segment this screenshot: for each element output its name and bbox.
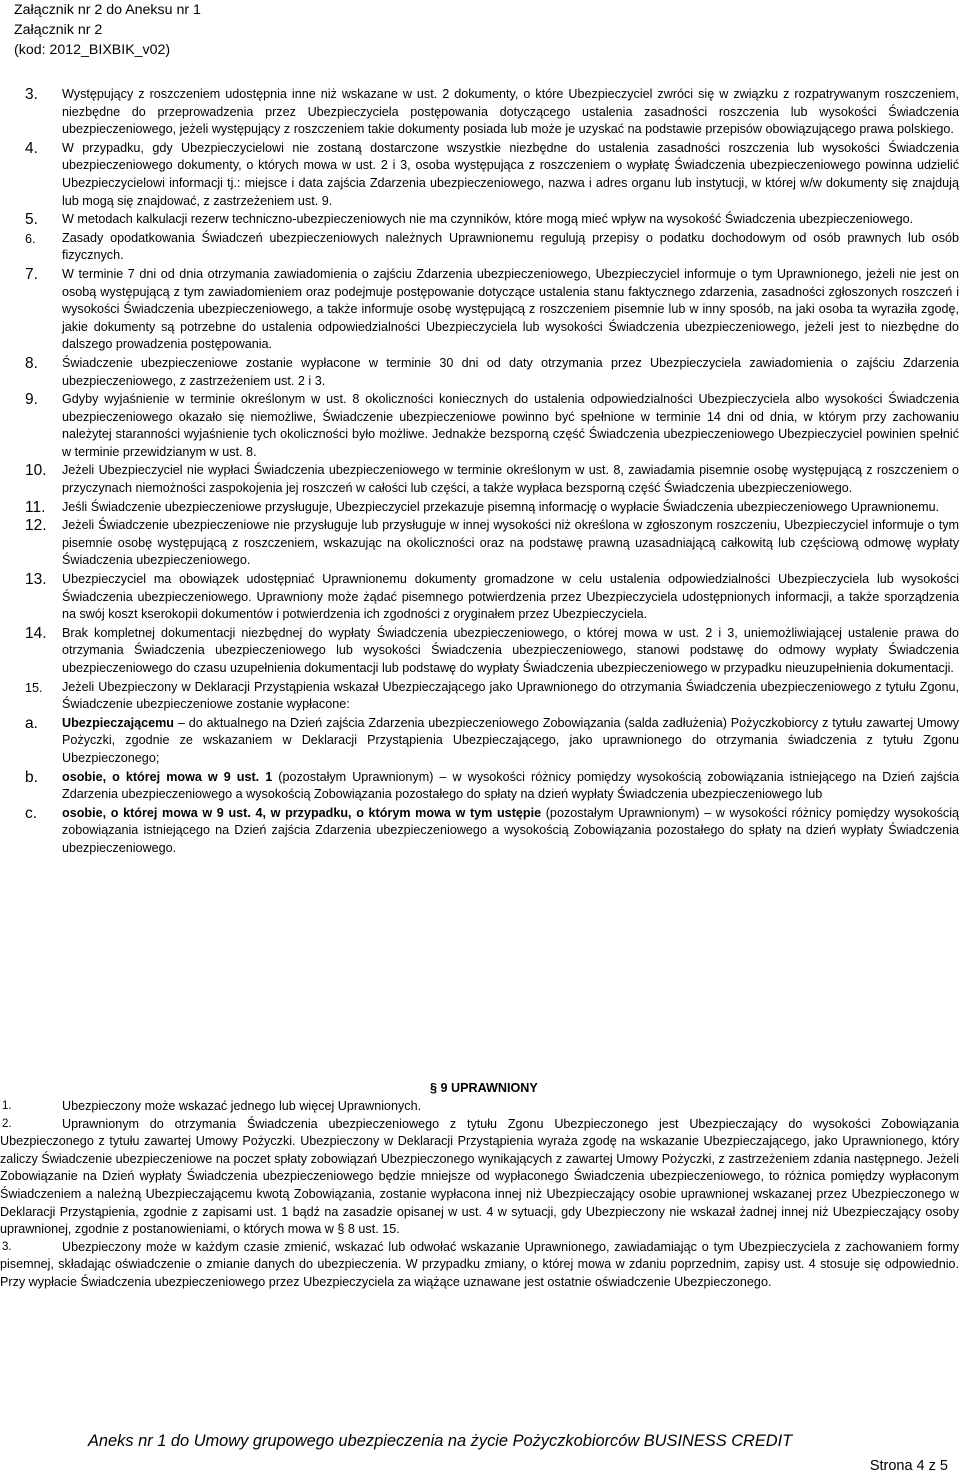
- item-number: 3.: [2, 1240, 12, 1253]
- item-text: W metodach kalkulacji rezerw techniczno-ubezpieczeniowych nie ma czynników, które mogą mieć wpływ na wysokość Świadczenia ubezpieczeniowego.: [62, 212, 914, 227]
- section-8-items: [25, 86, 959, 859]
- list-item: [25, 86, 959, 139]
- list-item: [25, 230, 959, 265]
- item-number: 2.: [2, 1117, 12, 1130]
- list-item: [25, 391, 959, 461]
- header-line-2: Załącznik nr 2: [14, 22, 103, 38]
- item-text: Uprawnionym do otrzymania Świadczenia ubezpieczeniowego z tytułu Zgonu Ubezpieczonego jest Ubezpieczający do wysokości Zobowiązania Ubezpieczonego z tytułu zawartej Umowy Pożyczki. Ubezpieczony w Deklaracji Przystąpienia wyraża zgodę na wskazanie Ubezpieczającego, jako Uprawnionego, który zaliczy Świadczenie ubezpieczeniowe na poczet spłaty zobowiązań Ubezpieczonego wynikających z zawartej Umowy Pożyczki, z zastrzeżeniem zdania następnego. Jeżeli Zobowiązanie na Dzień wypłaty Świadczenia ubezpieczeniowego będzie mniejsze od wypłaconego Świadczenia ubezpieczeniowego, to różnica pomiędzy wypłaconym Świadczeniem a należną Ubezpieczającemu kwotą Zobowiązania, zostanie wypłacona innej niż Ubezpieczający osobie uprawnionej wskazanej przez Ubezpieczonego w Deklaracji Przystąpienia, zgodnie z zapisami ust. 1 bądź na zasadzie opisanej w ust. 4 w sytuacji, gdy Ubezpieczony nie wskazał żadnej innej niż Ubezpieczający osoby uprawnionej, zgodnie z postanowieniami, o których mowa w § 8 ust. 15.: [0, 1116, 959, 1237]
- item-number: 13.: [25, 571, 47, 589]
- item-letter: c.: [25, 804, 38, 822]
- item-text: Występujący z roszczeniem udostępnia inne niż wskazane w ust. 2 dokumenty, o które Ubezpieczyciel zwróci się w związku z rozpatrywanym roszczeniem, niezbędne do przeprowadzenia przez Ubezpieczyciela postępowania dotyczącego ustalenia zasadności roszczenia lub wysokości Świadczenia ubezpieczeniowego, jeżeli występujący z roszczeniem takie dokumenty posiada lub może je uzyskać na podstawie przepisów obowiązującego prawa polskiego.: [62, 87, 959, 137]
- list-item: [0, 1239, 959, 1292]
- item-text: W terminie 7 dni od dnia otrzymania zawiadomienia o zajściu Zdarzenia ubezpieczeniowego, Ubezpieczyciel informuje o tym Uprawnionego, jeżeli nie jest on osobą występującą z tym zawiadomieniem oraz podejmuje postępowanie dotyczące ustalenia stanu faktycznego zdarzenia, zasadności zgłoszonych roszczeń i wysokości Świadczenia ubezpieczeniowego, a także informuje osobę występującą z roszczeniem pisemnie lub w inny sposób, na jaki osoba ta wyraziła zgodę, jakie dokumenty są potrzebne do ustalenia odpowiedzialności Ubezpieczyciela lub wysokości Świadczenia ubezpieczeniowego, jeżeli jest to niezbędne do dalszego prowadzenia postępowania.: [62, 266, 959, 352]
- item-number: 5.: [25, 211, 38, 229]
- item-text: Zasady opodatkowania Świadczeń ubezpieczeniowych należnych Uprawnionemu regulują przepisy o podatku dochodowym od osób prawnych lub osób fizycznych.: [62, 230, 959, 263]
- item-letter: b.: [25, 768, 38, 786]
- item-number: 11.: [25, 498, 46, 516]
- header-line-3: (kod: 2012_BIXBIK_v02): [14, 42, 171, 58]
- item-text: (pozostałym Uprawnionym) – w wysokości różnicy pomiędzy wysokością zobowiązania istniejącego na Dzień zajścia Zdarzenia ubezpieczeniowego a wysokością Zobowiązania pozostałego do spłaty na dzień wypłaty Świadczenia ubezpieczeniowego.: [62, 805, 959, 855]
- item-letter: a.: [25, 714, 38, 732]
- item-text: Jeżeli Ubezpieczony w Deklaracji Przystąpienia wskazał Ubezpieczającego jako Uprawnionego do otrzymania Świadczenia ubezpieczeniowego z tytułu Zgonu, Świadczenie ubezpieczeniowe zostanie wypłacone:: [62, 679, 959, 712]
- document-footer: Aneks nr 1 do Umowy grupowego ubezpieczenia na życie Pożyczkobiorców BUSINESS CREDIT: [88, 1432, 793, 1450]
- sub-item-c: [25, 805, 959, 858]
- document-header: [14, 0, 201, 60]
- item-bold-lead: Ubezpieczającemu: [62, 715, 174, 730]
- item-number: 3.: [25, 86, 38, 103]
- item-number: 8.: [25, 354, 38, 372]
- list-item: [25, 462, 959, 497]
- sub-item-a: [25, 715, 959, 768]
- page-number: Strona 4 z 5: [869, 1458, 948, 1474]
- item-bold-lead: osobie, o której mowa w 9 ust. 4, w przypadku, o którym mowa w tym ustępie: [62, 805, 542, 820]
- list-item: [25, 625, 959, 678]
- section-9-title: § 9 UPRAWNIONY: [430, 1081, 538, 1095]
- item-text: – do aktualnego na Dzień zajścia Zdarzenia ubezpieczeniowego Zobowiązania (salda zadłużenia) Pożyczkobiorcy z tytułu zawartej Umowy Pożyczki, zgodnie ze wskazaniem w Deklaracji Przystąpienia Ubezpieczającego, jako uprawnionego do otrzymania świadczenia z tytułu Zgonu Ubezpieczonego;: [62, 715, 959, 765]
- item-number: 15.: [25, 680, 43, 695]
- list-item: [25, 517, 959, 570]
- list-item: [25, 355, 959, 390]
- item-text: Brak kompletnej dokumentacji niezbędnej do wypłaty Świadczenia ubezpieczeniowego, o której mowa w ust. 2 i 3, uniemożliwiającej ustalenie prawa do otrzymania Świadczenia ubezpieczeniowego lub wysokości Świadczenia ubezpieczeniowego, stanowi podstawę do odmowy wypłaty Świadczenia ubezpieczeniowego do czasu uzupełnienia dokumentacji lub podstawę do wypłaty Świadczenia ubezpieczeniowego w przypadku nieuzupełnienia dokumentacji.: [62, 625, 959, 675]
- item-text: Jeżeli Świadczenie ubezpieczeniowe nie przysługuje lub przysługuje w innej wysokości niż określona w zgłoszonym roszczeniu, Ubezpieczyciel informuje o tym pisemnie osobę występującą z roszczeniem, wskazując na okoliczności oraz na podstawę prawną uzasadniającą całkowitą lub częściową odmowę wypłaty Świadczenia ubezpieczeniowego.: [62, 518, 959, 568]
- item-text: Ubezpieczony może w każdym czasie zmienić, wskazać lub odwołać wskazanie Uprawnionego, zawiadamiając o tym Ubezpieczyciela z zachowaniem formy pisemnej, składając oświadczenie o zmianie danych do ubezpieczenia. W przypadku zmiany, o której mowa w zdaniu poprzednim, zapisy ust. 4 stosuje się odpowiednio. Przy wypłacie Świadczenia ubezpieczeniowego przez Ubezpieczyciela za wiążące uznawane jest ostatnie oświadczenie Ubezpieczonego.: [0, 1239, 959, 1289]
- item-number: 14.: [25, 624, 47, 642]
- item-number: 10.: [25, 462, 47, 480]
- header-line-1: Załącznik nr 2 do Aneksu nr 1: [14, 2, 201, 18]
- item-number: 12.: [25, 517, 47, 535]
- list-item: [25, 499, 959, 517]
- list-item: [25, 266, 959, 354]
- item-text: Ubezpieczony może wskazać jednego lub więcej Uprawnionych.: [62, 1099, 422, 1113]
- item-text: Jeśli Świadczenie ubezpieczeniowe przysługuje, Ubezpieczyciel przekazuje pisemną informację o wypłacie Świadczenia ubezpieczeniowego Uprawnionemu.: [62, 499, 940, 514]
- item-text: Świadczenie ubezpieczeniowe zostanie wypłacone w terminie 30 dni od daty otrzymania przez Ubezpieczyciela zawiadomienia o zajściu Zdarzenia ubezpieczeniowego, z zastrzeżeniem ust. 2 i 3.: [62, 355, 959, 388]
- item-number: 6.: [25, 231, 36, 246]
- item-number: 4.: [25, 139, 38, 157]
- list-item: [25, 211, 959, 229]
- item-text: Gdyby wyjaśnienie w terminie określonym w ust. 8 okoliczności koniecznych do ustalenia odpowiedzialności Ubezpieczyciela albo wysokości Świadczenia ubezpieczeniowego okazało się niemożliwe, Świadczenie ubezpieczeniowe powinno być spełnione w terminie 14 dni od dnia, w którym przy zachowaniu należytej staranności wyjaśnienie tych okoliczności było możliwe. Jednakże bezsporną część Świadczenia ubezpieczeniowego Ubezpieczyciel powinien spełnić w terminie przewidzianym w ust. 8.: [62, 392, 959, 459]
- item-number: 9.: [25, 391, 38, 409]
- list-item: [25, 140, 959, 210]
- item-text: (pozostałym Uprawnionym) – w wysokości różnicy pomiędzy wysokością zobowiązania istniejącego na Dzień zajścia Zdarzenia ubezpieczeniowego a wysokością Zobowiązania pozostałego do spłaty na dzień wypłaty Świadczenia ubezpieczeniowego lub: [62, 769, 959, 802]
- item-number: 1.: [2, 1100, 12, 1112]
- item-text: W przypadku, gdy Ubezpieczycielowi nie zostaną dostarczone wszystkie niezbędne do ustalenia zasadności roszczenia lub wysokości Świadczenia ubezpieczeniowego dokumenty, o których mowa w ust. 2 i 3, osoba występująca z roszczeniem o wypłatę Świadczenia ubezpieczeniowego powinna udzielić Ubezpieczycielowi informacji tj.: miejsce i data zajścia Zdarzenia ubezpieczeniowego, nazwa i adres organu lub instytucji, w której w/w dokumenty się znajdują lub mogą się znajdować, z zastrzeżeniem ust. 9.: [62, 140, 959, 208]
- item-text: Ubezpieczyciel ma obowiązek udostępniać Uprawnionemu dokumenty gromadzone w celu ustalenia odpowiedzialności Ubezpieczyciela lub wysokości Świadczenia ubezpieczeniowego. Uprawniony może żądać pisemnego potwierdzenia przez Ubezpieczyciela udostępnionych informacji, a także sporządzenia na swój koszt kserokopii dokumentów i potwierdzenia ich zgodności z oryginałem przez Ubezpieczyciela.: [62, 572, 959, 622]
- list-item: [25, 571, 959, 624]
- section-9-items: [0, 1098, 959, 1292]
- list-item: [0, 1116, 959, 1239]
- item-number: 7.: [25, 265, 38, 283]
- list-item: [0, 1098, 959, 1116]
- list-item: [25, 679, 959, 714]
- item-bold-lead: osobie, o której mowa w 9 ust. 1: [62, 769, 273, 784]
- item-text: Jeżeli Ubezpieczyciel nie wypłaci Świadczenia ubezpieczeniowego w terminie określonym w ust. 8, zawiadamia pisemnie osobę występującą z roszczeniem o przyczynach niemożności zaspokojenia jej roszczeń w całości lub części, a także wypłaca bezsporną część Świadczenia ubezpieczeniowego.: [62, 463, 959, 496]
- sub-item-b: [25, 769, 959, 804]
